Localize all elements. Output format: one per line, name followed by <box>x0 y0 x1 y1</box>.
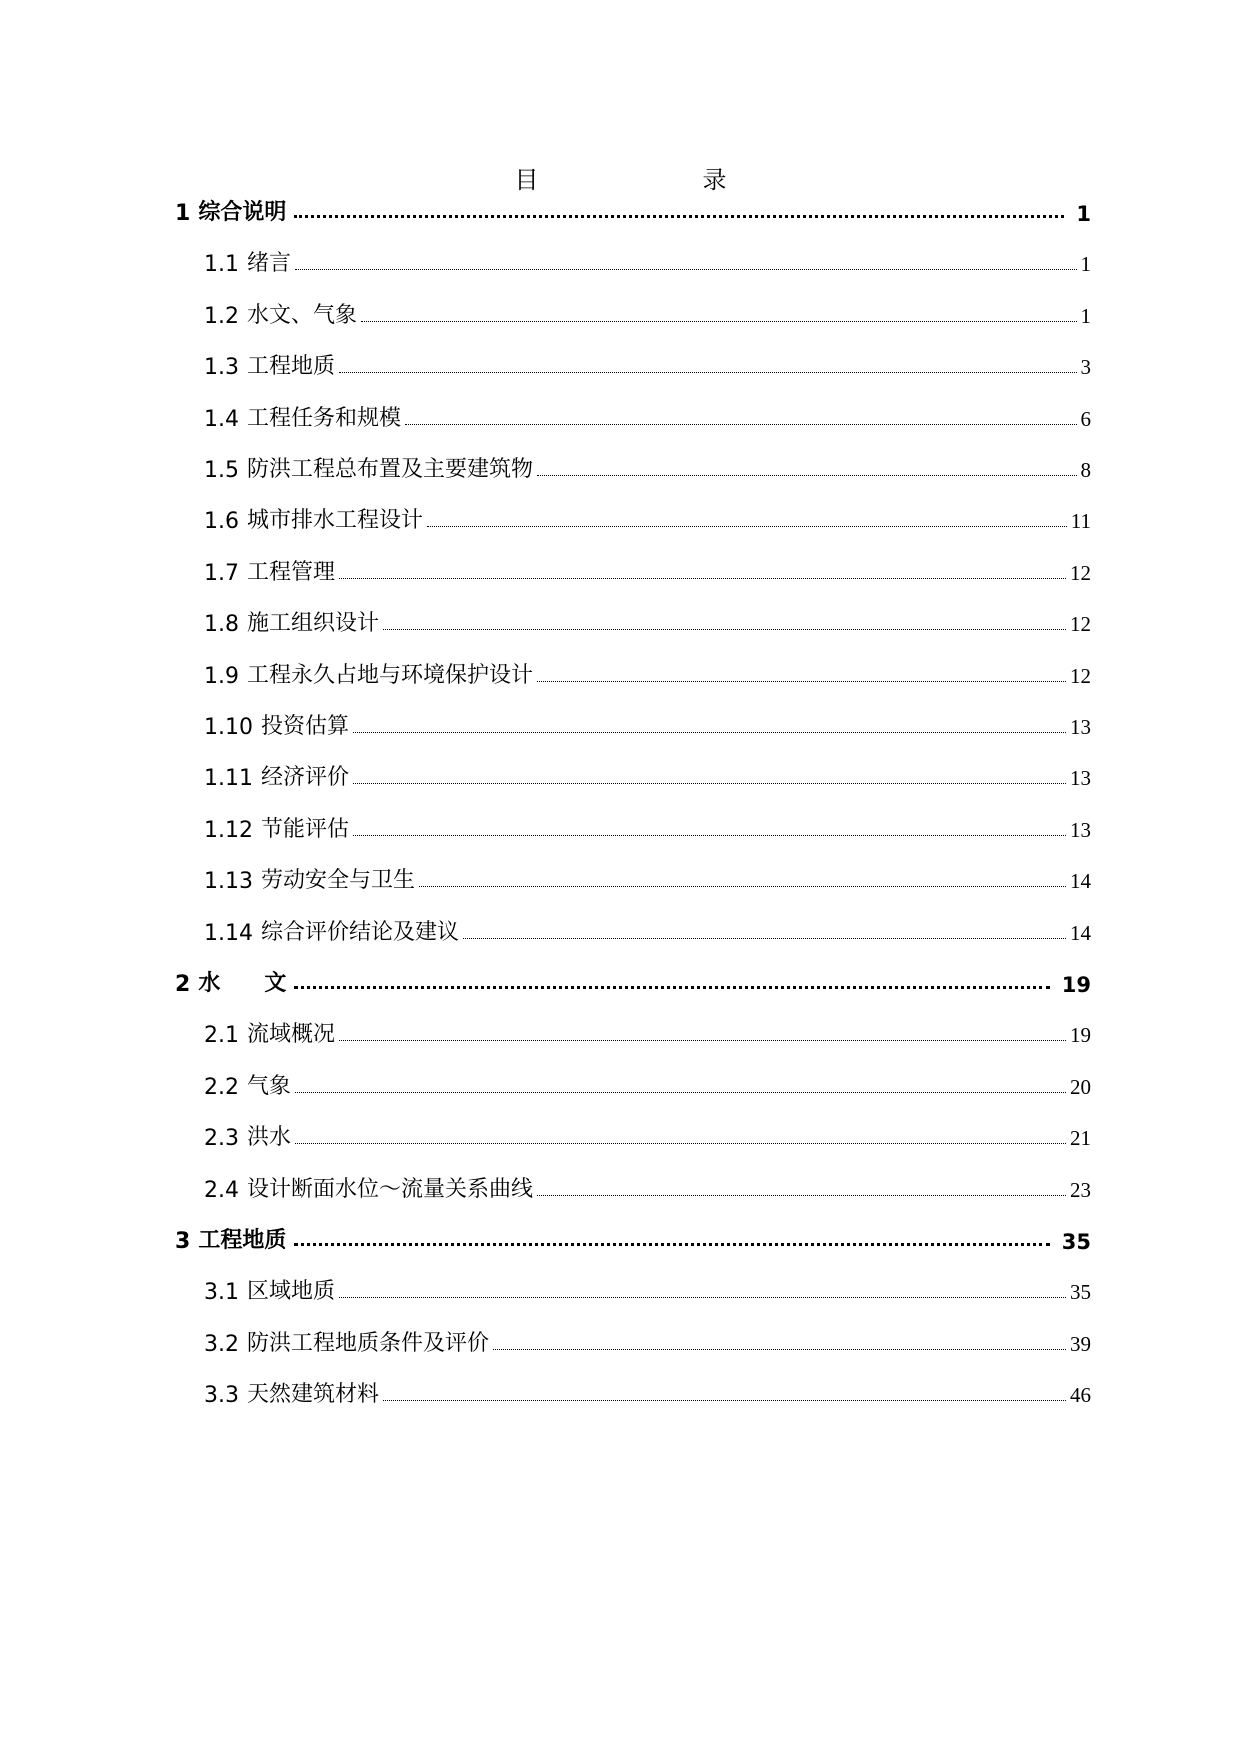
entry-title: 工程地质 <box>198 1228 287 1253</box>
entry-page-number: 14 <box>1070 921 1091 945</box>
entry-number: 1.12 <box>204 818 253 843</box>
entry-number: 2.2 <box>204 1075 239 1100</box>
entry-title: 区域地质 <box>247 1279 336 1304</box>
dot-leader <box>361 321 1076 322</box>
entry-number: 2.1 <box>204 1023 239 1048</box>
entry-number: 3.1 <box>204 1280 239 1305</box>
entry-page-number: 23 <box>1070 1178 1091 1202</box>
dot-leader <box>295 269 1076 270</box>
entry-page-number: 12 <box>1070 561 1091 585</box>
entry-number: 1.3 <box>204 355 239 380</box>
entry-page-number: 46 <box>1070 1383 1091 1407</box>
entry-page-number: 13 <box>1070 715 1091 739</box>
entry-page-number: 21 <box>1070 1126 1091 1150</box>
dot-leader <box>427 526 1067 527</box>
toc-chapter-entry[interactable] <box>175 1220 1091 1254</box>
entry-number: 1.2 <box>204 304 239 329</box>
dot-leader <box>419 886 1066 887</box>
dot-leader <box>353 783 1066 784</box>
entry-number: 1.14 <box>204 921 253 946</box>
entry-title: 设计断面水位～流量关系曲线 <box>247 1177 534 1202</box>
toc-section-entry[interactable] <box>204 1374 1091 1408</box>
toc-section-entry[interactable] <box>204 706 1091 740</box>
entry-page-number: 19 <box>1061 973 1091 997</box>
entry-title: 水 文 <box>198 971 287 996</box>
entry-page-number: 13 <box>1070 766 1091 790</box>
entry-title: 工程任务和规模 <box>247 406 402 431</box>
entry-number: 1.9 <box>204 664 239 689</box>
toc-section-entry[interactable] <box>204 1271 1091 1305</box>
entry-title: 气象 <box>247 1074 292 1099</box>
dot-leader <box>463 938 1066 939</box>
entry-title: 经济评价 <box>260 765 349 790</box>
entry-title: 水文、气象 <box>247 303 358 328</box>
entry-number: 2 <box>175 972 191 997</box>
entry-title: 综合说明 <box>198 200 287 225</box>
entry-title: 天然建筑材料 <box>247 1382 380 1407</box>
entry-title: 防洪工程地质条件及评价 <box>247 1331 490 1356</box>
entry-page-number: 3 <box>1080 355 1091 379</box>
entry-number: 1 <box>175 201 191 226</box>
entry-number: 1.13 <box>204 869 253 894</box>
entry-number: 1.10 <box>204 715 253 740</box>
toc-section-entry[interactable] <box>204 449 1091 483</box>
entry-number: 2.3 <box>204 1126 239 1151</box>
toc-section-entry[interactable] <box>204 1066 1091 1100</box>
toc-section-entry[interactable] <box>204 1323 1091 1357</box>
entry-title: 施工组织设计 <box>247 611 380 636</box>
entry-title: 工程永久占地与环境保护设计 <box>247 663 534 688</box>
entry-number: 1.1 <box>204 252 239 277</box>
dot-leader <box>537 475 1076 476</box>
dot-leader <box>353 835 1066 836</box>
entry-number: 2.4 <box>204 1178 239 1203</box>
entry-page-number: 12 <box>1070 612 1091 636</box>
entry-number: 3.2 <box>204 1332 239 1357</box>
toc-section-entry[interactable] <box>204 757 1091 791</box>
entry-number: 1.8 <box>204 612 239 637</box>
entry-page-number: 20 <box>1070 1075 1091 1099</box>
entry-page-number: 12 <box>1070 664 1091 688</box>
toc-section-entry[interactable] <box>204 1169 1091 1203</box>
entry-title: 投资估算 <box>260 714 349 739</box>
entry-title: 绪言 <box>247 251 292 276</box>
entry-page-number: 35 <box>1061 1230 1091 1254</box>
entry-number: 1.11 <box>204 766 253 791</box>
entry-page-number: 1 <box>1076 202 1091 226</box>
dot-leader <box>383 629 1066 630</box>
toc-section-entry[interactable] <box>204 860 1091 894</box>
dot-leader <box>383 1400 1066 1401</box>
toc-section-entry[interactable] <box>204 1014 1091 1048</box>
toc-section-entry[interactable] <box>204 398 1091 432</box>
toc-section-entry[interactable] <box>204 809 1091 843</box>
entry-page-number: 39 <box>1070 1332 1091 1356</box>
toc-section-entry[interactable] <box>204 603 1091 637</box>
entry-title: 防洪工程总布置及主要建筑物 <box>247 457 534 482</box>
entry-title: 流域概况 <box>247 1022 336 1047</box>
toc-section-entry[interactable] <box>204 295 1091 329</box>
dot-leader <box>493 1349 1066 1350</box>
entry-page-number: 13 <box>1070 818 1091 842</box>
entry-title: 劳动安全与卫生 <box>260 868 415 893</box>
entry-number: 1.7 <box>204 561 239 586</box>
entry-title: 节能评估 <box>260 817 349 842</box>
toc-section-entry[interactable] <box>204 552 1091 586</box>
dot-leader <box>294 1243 1049 1246</box>
toc-section-entry[interactable] <box>204 243 1091 277</box>
dot-leader <box>294 986 1049 989</box>
dot-leader <box>405 424 1076 425</box>
entry-number: 1.6 <box>204 509 239 534</box>
toc-section-entry[interactable] <box>204 655 1091 689</box>
toc-section-entry[interactable] <box>204 500 1091 534</box>
entry-title: 城市排水工程设计 <box>247 508 424 533</box>
dot-leader <box>339 1040 1066 1041</box>
dot-leader <box>295 1143 1066 1144</box>
dot-leader <box>353 732 1066 733</box>
entry-page-number: 6 <box>1080 407 1091 431</box>
dot-leader <box>339 372 1076 373</box>
entry-number: 3 <box>175 1229 191 1254</box>
entry-number: 1.4 <box>204 407 239 432</box>
entry-title: 工程管理 <box>247 560 336 585</box>
dot-leader <box>295 1092 1066 1093</box>
entry-page-number: 8 <box>1080 458 1091 482</box>
entry-title: 洪水 <box>247 1125 292 1150</box>
toc-chapter-entry[interactable] <box>175 963 1091 997</box>
toc-title: 目 录 <box>514 166 797 194</box>
entry-page-number: 14 <box>1070 869 1091 893</box>
entry-page-number: 1 <box>1080 252 1091 276</box>
dot-leader <box>294 215 1064 218</box>
entry-page-number: 11 <box>1070 509 1091 533</box>
entry-page-number: 35 <box>1070 1280 1091 1304</box>
entry-title: 综合评价结论及建议 <box>260 920 459 945</box>
entry-number: 1.5 <box>204 458 239 483</box>
toc-section-entry[interactable] <box>204 1117 1091 1151</box>
entry-number: 3.3 <box>204 1383 239 1408</box>
toc-section-entry[interactable] <box>204 912 1091 946</box>
entry-title: 工程地质 <box>247 354 336 379</box>
toc-chapter-entry[interactable] <box>175 192 1091 226</box>
dot-leader <box>537 1195 1066 1196</box>
toc-section-entry[interactable] <box>204 346 1091 380</box>
entry-page-number: 1 <box>1080 304 1091 328</box>
dot-leader <box>339 1297 1066 1298</box>
entry-page-number: 19 <box>1070 1023 1091 1047</box>
dot-leader <box>537 681 1066 682</box>
dot-leader <box>339 578 1066 579</box>
